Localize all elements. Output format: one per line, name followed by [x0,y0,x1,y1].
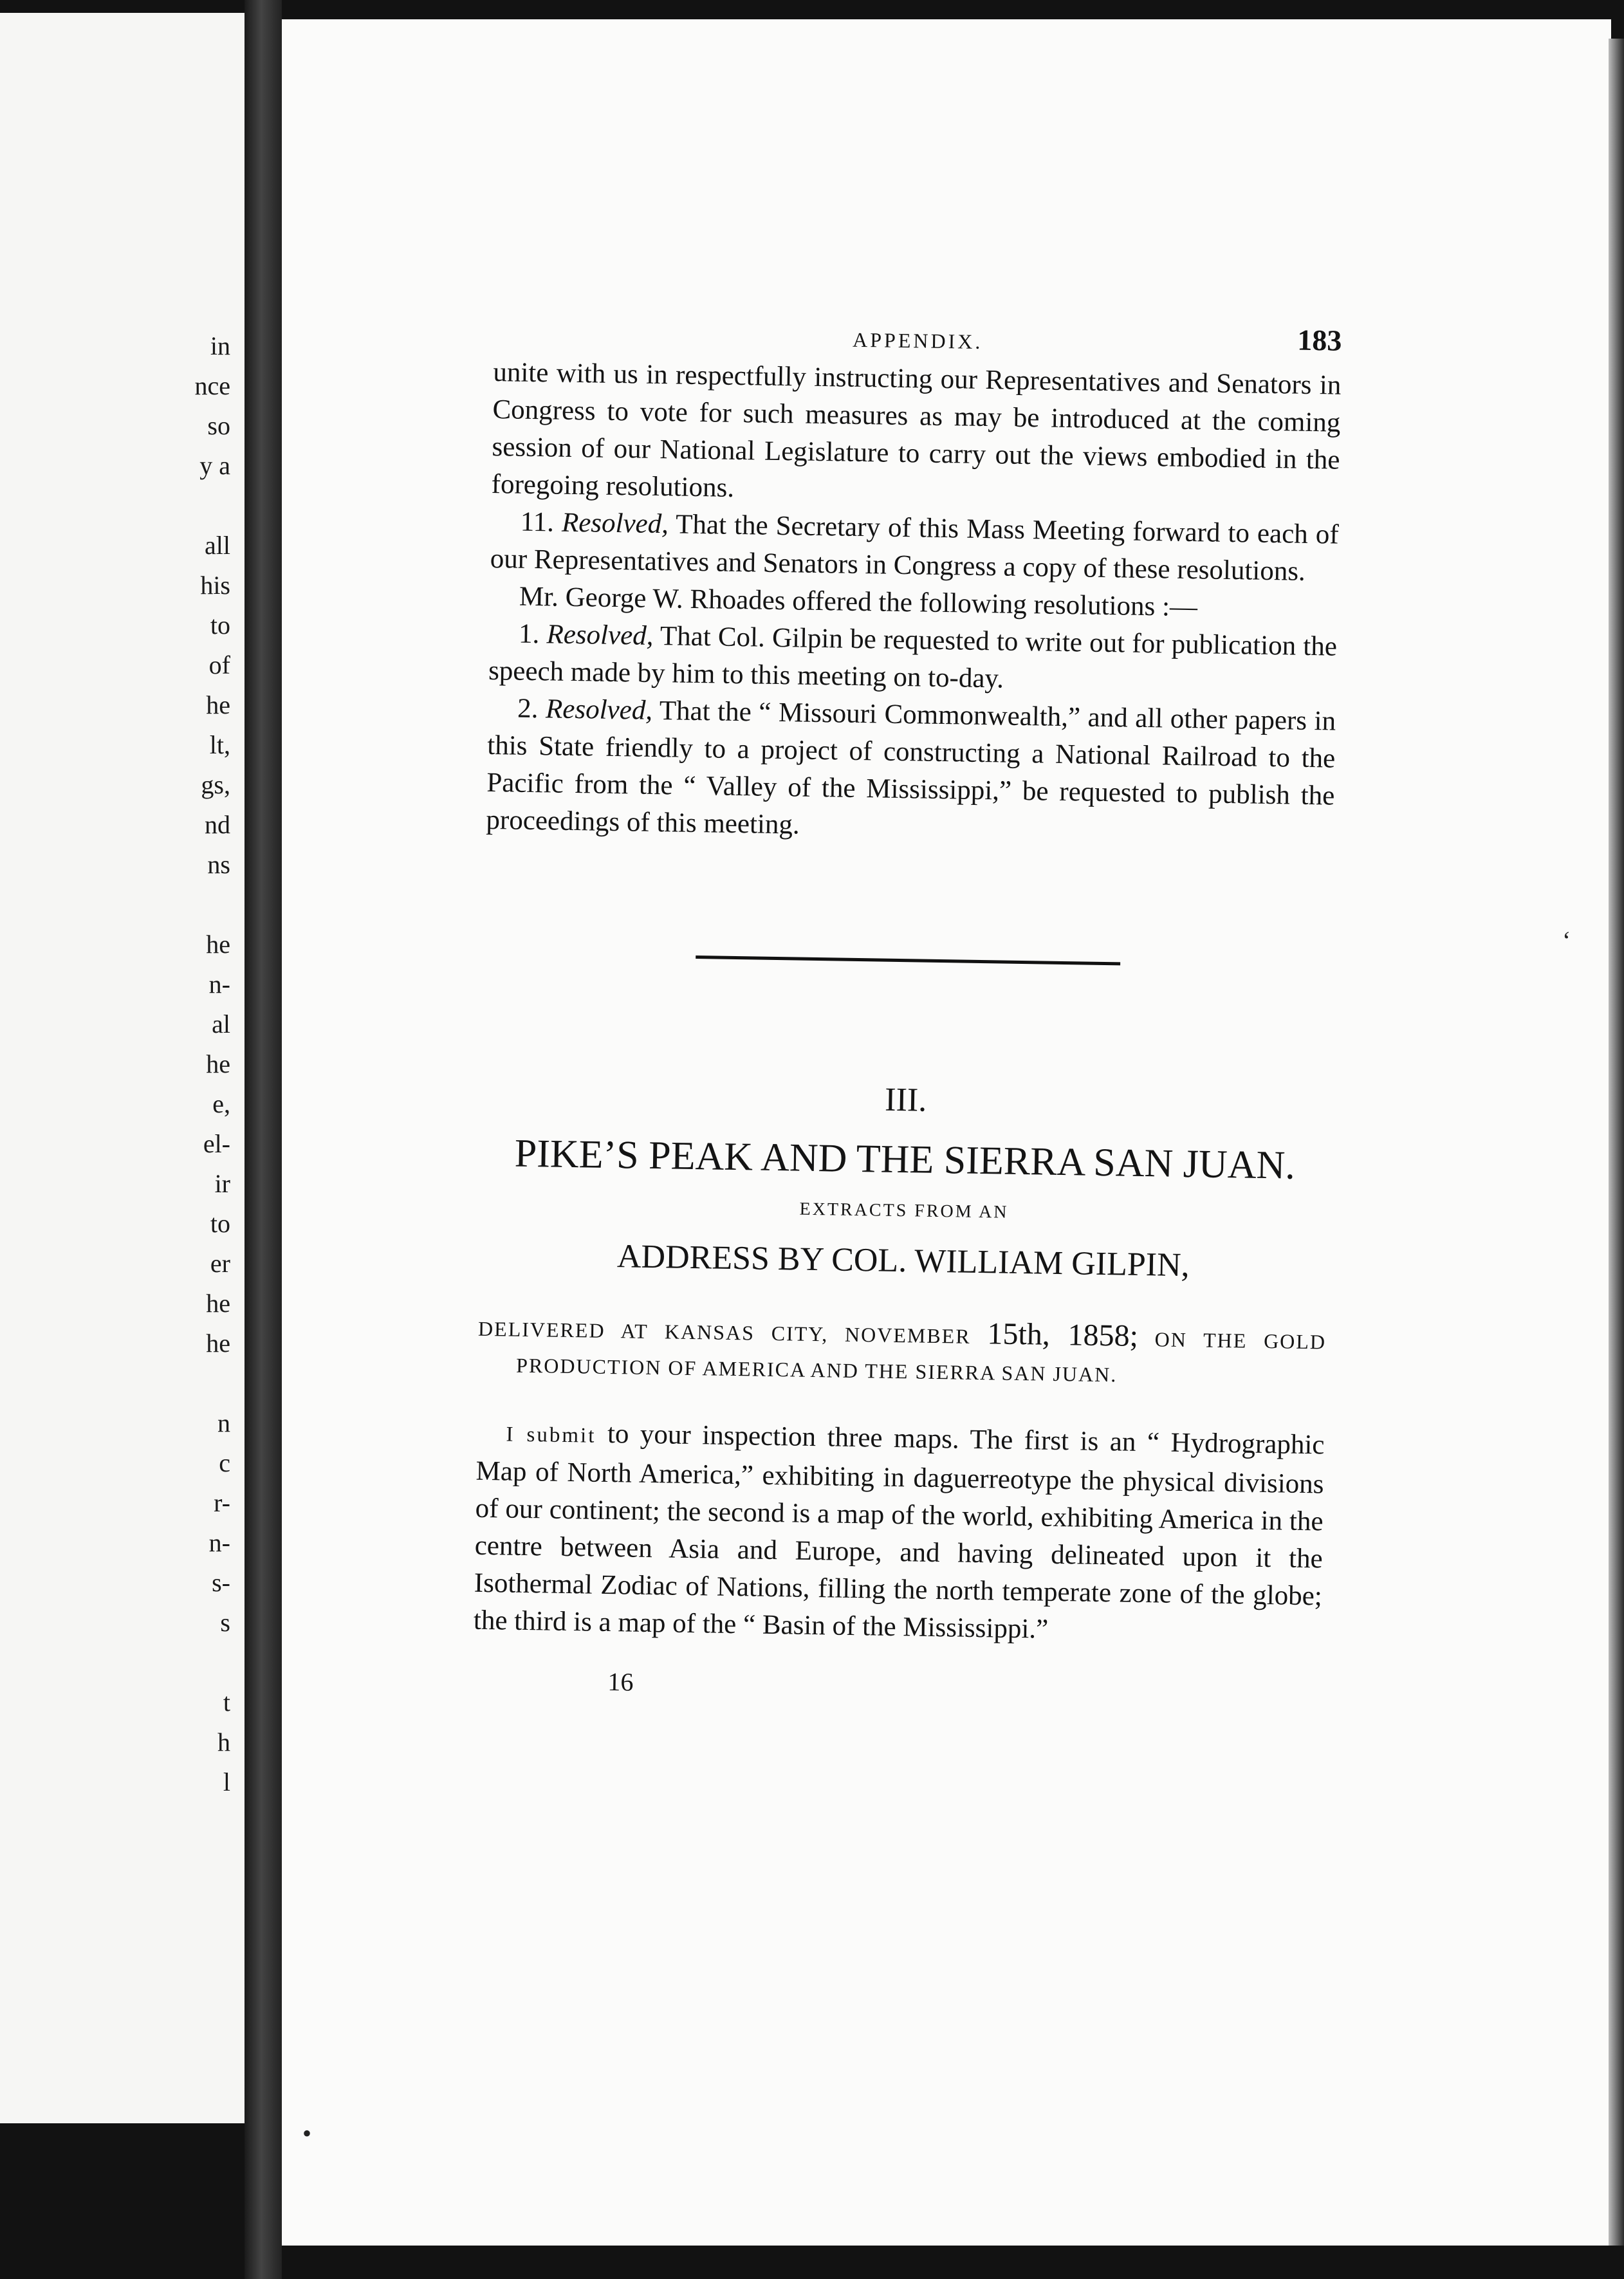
page-number: 183 [1296,323,1342,357]
page-edge [1609,39,1624,2246]
facing-text-fragment: to [210,611,230,640]
resolution-text: That Col. Gilpin be requested to write out for publication the speech made by him to this meeting on to-day. [488,621,1338,694]
facing-text-fragment: he [206,930,230,959]
running-head: APPENDIX. [852,328,983,353]
resolved-label: Resolved, [561,507,669,540]
facing-page [0,13,245,2123]
facing-text-fragment: he [206,1289,230,1318]
resolution-11 [490,503,1339,591]
resolution-number: 11. [520,506,555,538]
facing-text-fragment: so [207,411,230,440]
facing-text-fragment: n- [208,970,230,999]
facing-text-fragment: ir [214,1169,230,1198]
facing-text-fragment: nce [194,371,230,400]
facing-text-fragment: er [210,1249,230,1278]
facing-text-fragment: l [223,1767,230,1796]
ink-speck: • [302,2119,312,2148]
signature-mark: 16 [607,1667,634,1697]
section-number: III. [884,1081,927,1119]
facing-text-fragment: of [208,650,230,679]
facing-text-fragment: his [200,571,230,600]
address-paragraph [474,1414,1325,1653]
delivery-date: 15th, 1858; [987,1316,1139,1353]
facing-text-fragment: n- [208,1528,230,1557]
paragraph-continued: unite with us in respectfully instructing our Representatives and Senators in Congress to vote for such measures as may be introduced at the coming session of our National Legislature to carry out the views embodied in the foregoing resolutions. [491,356,1342,503]
delivery-note [477,1308,1327,1396]
facing-text-fragment: c [219,1448,230,1477]
resolved-label: Resolved, [545,694,653,726]
facing-text-fragment: gs, [201,770,230,799]
facing-text-fragment: al [212,1010,230,1038]
facing-text-fragment: r- [214,1488,230,1517]
facing-text-fragment: n [217,1408,230,1437]
facing-text-fragment: t [223,1688,230,1717]
facing-text-fragment: h [217,1728,230,1757]
facing-text-fragment: he [206,690,230,719]
page-text [472,309,1342,1712]
lead-words: I submit [506,1423,596,1448]
resolution-text: That the Secretary of this Mass Meeting forward to each of our Representatives and Senators in Congress a copy of these resolutions. [490,509,1340,587]
rhoades-line: Mr. George W. Rhoades offered the following resolutions :— [519,581,1198,623]
delivery-topic: ON THE GOLD PRODUCTION OF AMERICA AND THE SIERRA SAN JUAN. [515,1327,1327,1387]
facing-text-fragment: in [210,331,230,360]
extracts-line: EXTRACTS FROM AN [799,1199,1009,1223]
resolution-number: 2. [517,693,539,724]
facing-text-fragment: nd [205,810,230,839]
facing-text-fragment: ns [207,850,230,879]
resolution-2 [486,690,1336,853]
ink-speck: ‘ [1562,926,1571,955]
facing-text-fragment: s [220,1608,230,1637]
facing-text-fragment: lt, [209,730,230,759]
resolution-number: 1. [518,618,540,650]
facing-text-fragment: he [206,1049,230,1078]
facing-text-fragment: he [206,1329,230,1358]
delivery-place: DELIVERED AT KANSAS CITY, NOVEMBER [477,1316,971,1348]
resolved-label: Resolved, [546,619,654,651]
facing-text-fragment: y a [199,451,230,480]
resolution-text: That the “ Missouri Commonwealth,” and all other papers in this State friendly to a project of constructing a National Railroad to the Pacific from the “ Valley of the Mississippi,” be requested to publish the proceedings of this meeting. [486,696,1336,840]
section-title: PIKE’S PEAK AND THE SIERRA SAN JUAN. [514,1131,1296,1188]
facing-text-fragment: s- [212,1568,230,1597]
book-page [282,19,1611,2246]
facing-text-fragment: el- [203,1129,230,1158]
facing-text-fragment: e, [212,1089,230,1118]
facing-text-fragment: to [210,1209,230,1238]
book-gutter [245,0,282,2279]
address-text: to your inspection three maps. The first is an “ Hydrographic Map of North America,” exhibiting in daguerreotype the physical divisions of our continent; the second is a map of the world, exhibiting America in the centre between Asia and Europe, and having delineated upon it the Isothermal Zodiac of Nations, filling the north temperate zone of the globe; the third is a map of the “ Basin of the Mississippi.” [473,1418,1325,1645]
section-divider [696,955,1120,965]
address-title: ADDRESS BY COL. WILLIAM GILPIN, [616,1238,1190,1284]
resolution-1 [488,615,1338,703]
facing-text-fragment: all [205,531,230,560]
